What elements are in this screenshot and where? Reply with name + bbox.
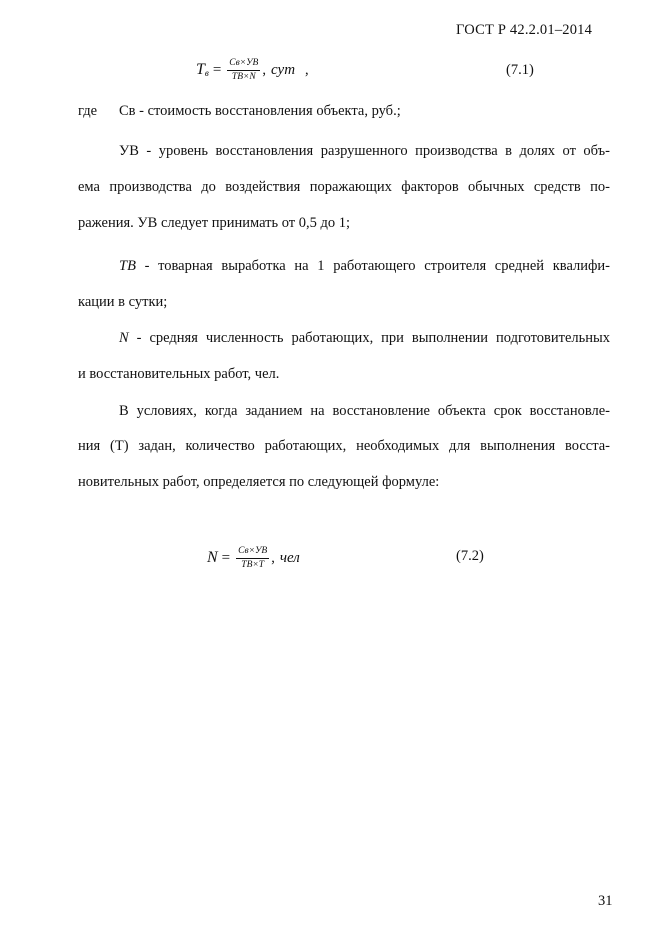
paragraph-n-line-2: и восстановительных работ, чел.	[78, 366, 280, 382]
where-label: где	[78, 103, 98, 119]
fraction-denominator: ТВ×N	[231, 71, 256, 82]
equals-sign: =	[212, 61, 222, 78]
formula-separator: ,	[271, 549, 275, 566]
page-number: 31	[598, 893, 613, 909]
document-code-header: ГОСТ Р 42.2.01–2014	[456, 22, 593, 38]
formula-trailing-comma: ,	[305, 61, 309, 78]
paragraph-cond-line-3: новительных работ, определяется по следующей формуле:	[78, 474, 440, 490]
paragraph-uv-line-3: ражения. УВ следует принимать от 0,5 до 1;	[78, 215, 351, 231]
formula-lhs: N	[207, 549, 218, 566]
term-n: N	[119, 330, 129, 346]
fraction-numerator: Cв×УВ	[236, 546, 269, 559]
formula-unit: чел	[279, 549, 300, 566]
formula-7-2	[207, 540, 300, 576]
equals-sign: =	[221, 549, 231, 566]
paragraph-uv-line-2: ема производства до воздействия поражающих факторов обычных средств по-	[78, 179, 610, 195]
equation-number-7-2: (7.2)	[456, 548, 484, 564]
term-tv: ТВ	[119, 258, 136, 274]
fraction-denominator: ТВ×Т	[241, 559, 265, 570]
formula-separator: ,	[262, 61, 266, 78]
paragraph-n-line-1: N - средняя численность работающих, при выполнении подготовительных	[119, 330, 610, 346]
definition-cv: Св - стоимость восстановления объекта, руб.;	[119, 103, 401, 119]
equation-number-7-1: (7.1)	[506, 62, 534, 78]
paragraph-tv-line-2: кации в сутки;	[78, 294, 168, 310]
paragraph-cond-line-2: ния (Т) задан, количество работающих, необходимых для выполнения восста-	[78, 438, 610, 454]
formula-lhs: $T_в$	[196, 61, 209, 78]
paragraph-uv-line-1: УВ - уровень восстановления разрушенного производства в долях от объ-	[119, 143, 610, 159]
formula-fraction	[227, 58, 260, 83]
formula-fraction	[236, 546, 269, 571]
paragraph-cond-line-1: В условиях, когда заданием на восстановление объекта срок восстановле-	[119, 403, 610, 419]
fraction-numerator: Cв×УВ	[227, 58, 260, 71]
formula-unit: сут	[271, 61, 296, 78]
formula-7-1	[196, 52, 309, 88]
paragraph-tv-line-1: ТВ - товарная выработка на 1 работающего строителя средней квалифи-	[119, 258, 610, 274]
